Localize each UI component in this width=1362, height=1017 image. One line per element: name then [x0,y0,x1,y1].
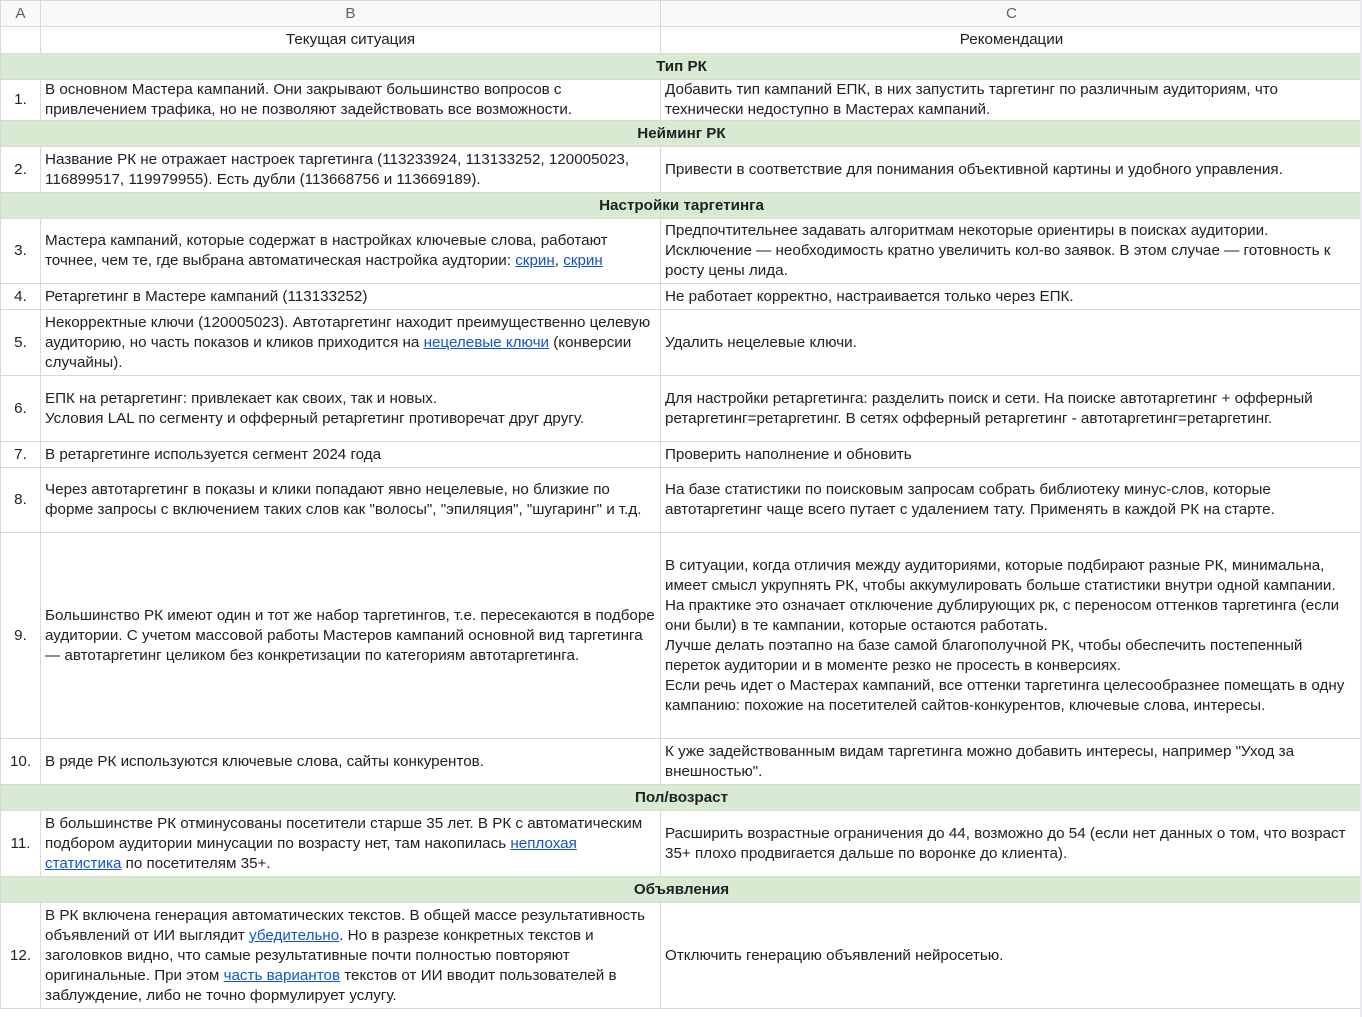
row-number[interactable]: 2. [1,147,41,193]
section-row-ads [1,877,1362,903]
section-title-naming[interactable]: Нейминг РК [1,121,1362,147]
good-stats-link[interactable]: неплохая статистика [45,834,577,872]
situation-cell[interactable]: Ретаргетинг в Мастере кампаний (113133252) [41,284,661,310]
table-row [1,80,1362,121]
table-row [1,376,1362,442]
situation-text-after: по посетителям 35+. [121,854,271,872]
row-number[interactable]: 4. [1,284,41,310]
situation-cell[interactable] [41,310,661,376]
situation-cell[interactable]: Через автотаргетинг в показы и клики попадают явно нецелевые, но близкие по форме запросы с включением таких слов как "волосы", "эпиляция", "шугаринг" и т.д. [41,468,661,533]
situation-cell[interactable]: Название РК не отражает настроек таргетинга (113233924, 113133252, 120005023, 116899517, 119979955). Есть дубли (113668756 и 113669189). [41,147,661,193]
column-header-row [1,1,1362,27]
recommendation-cell[interactable]: В ситуации, когда отличия между аудиториями, которые подбирают разные РК, минимальна, имеет смысл укрупнять РК, чтобы аккумулировать больше статистики внутри одной кампании. На практике это означает отключение дублирующих рк, с переносом оттенков таргетинга (если они были) в те кампании, которые остаются работать. Лучше делать поэтапно на базе самой благополучной РК, чтобы обеспечить постепенный переток аудитории и в моменте резко не просесть в конверсиях. Если речь идет о Мастерах кампаний, все оттенки таргетинга целесообразнее помещать в одну кампанию: похожие на посетителей сайтов-конкурентов, ключевые слова, интересы. [661,533,1362,739]
row-number[interactable]: 10. [1,739,41,785]
table-row [1,310,1362,376]
column-header-b[interactable]: B [41,1,661,27]
section-row-type [1,54,1362,80]
column-header-c[interactable]: C [661,1,1362,27]
header-num-cell[interactable] [1,27,41,54]
situation-cell[interactable] [41,219,661,284]
screenshot-link-1[interactable]: скрин [515,252,555,269]
section-title-type[interactable]: Тип РК [1,54,1362,80]
table-row [1,739,1362,785]
table-row [1,811,1362,877]
row-number[interactable]: 1. [1,80,41,121]
recommendation-cell[interactable]: Не работает корректно, настраивается только через ЕПК. [661,284,1362,310]
table-row [1,533,1362,739]
recommendation-cell[interactable]: Удалить нецелевые ключи. [661,310,1362,376]
recommendation-cell[interactable]: Расширить возрастные ограничения до 44, возможно до 54 (если нет данных о том, что возраст 35+ плохо продвигается дальше по воронке до клиента). [661,811,1362,877]
table-row [1,903,1362,1009]
recommendation-cell[interactable]: Добавить тип кампаний ЕПК, в них запустить таргетинг по различным аудиториям, что технически недоступно в Мастерах кампаний. [661,80,1362,121]
section-row-naming [1,121,1362,147]
recommendation-cell[interactable]: На базе статистики по поисковым запросам собрать библиотеку минус-слов, которые автотаргетинг чаще всего путает с удалением тату. Применять в каждой РК на старте. [661,468,1362,533]
column-header-a[interactable]: A [1,1,41,27]
section-title-targeting[interactable]: Настройки таргетинга [1,193,1362,219]
situation-text: Мастера кампаний, которые содержат в настройках ключевые слова, работают точнее, чем те, где выбрана автоматическая настройка аудтории: [45,232,608,269]
row-number[interactable]: 6. [1,376,41,442]
convincing-link[interactable]: убедительно [249,926,340,944]
row-number[interactable]: 11. [1,811,41,877]
situation-text: В РК включена генерация автоматических текстов. В общей массе результативность объявлений от ИИ выглядит [45,906,646,944]
situation-cell[interactable]: В ретаргетинге используется сегмент 2024 года [41,442,661,468]
section-row-gender-age [1,785,1362,811]
variants-link[interactable]: часть вариантов [223,966,341,984]
row-number[interactable]: 7. [1,442,41,468]
section-title-gender-age[interactable]: Пол/возраст [1,785,1362,811]
situation-cell[interactable] [41,903,661,1009]
row-number[interactable]: 5. [1,310,41,376]
situation-text-after: текстов от ИИ вводит пользователей в заблуждение, либо не точно формулирует услугу. [45,966,617,1004]
recommendation-cell[interactable]: Привести в соответствие для понимания объективной картины и удобного управления. [661,147,1362,193]
recommendation-cell[interactable]: Отключить генерацию объявлений нейросетью. [661,903,1362,1009]
section-row-targeting [1,193,1362,219]
situation-cell[interactable]: Большинство РК имеют один и тот же набор таргетингов, т.е. пересекаются в подборе аудитории. С учетом массовой работы Мастеров кампаний основной вид таргетинга — автотаргетинг целиком без конкретизации по категориям автотаргетинга. [41,533,661,739]
situation-cell[interactable]: ЕПК на ретаргетинг: привлекает как своих, так и новых. Условия LAL по сегменту и офферный ретаргетинг противоречат друг другу. [41,376,661,442]
recommendation-cell[interactable]: К уже задействованным видам таргетинга можно добавить интересы, например "Уход за внешностью". [661,739,1362,785]
situation-text: В большинстве РК отминусованы посетители старше 35 лет. В РК с автоматическим подбором аудитории минусации по возрасту нет, там накопилась [45,814,643,852]
situation-cell[interactable]: В ряде РК используются ключевые слова, сайты конкурентов. [41,739,661,785]
situation-text: Некорректные ключи (120005023). Автотаргетинг находит преимущественно целевую аудиторию, но часть показов и кликов приходится на [45,313,651,351]
row-number[interactable]: 3. [1,219,41,284]
situation-text-after: (конверсии случайны). [45,333,632,371]
row-number[interactable]: 9. [1,533,41,739]
table-row [1,284,1362,310]
recommendation-cell[interactable]: Для настройки ретаргетинга: разделить поиск и сети. На поиске автотаргетинг + офферный ретаргетинг=ретаргетинг. В сетях офферный ретаргетинг - автотаргетинг=ретаргетинг. [661,376,1362,442]
recommendation-cell[interactable]: Проверить наполнение и обновить [661,442,1362,468]
situation-cell[interactable] [41,811,661,877]
recommendation-cell[interactable]: Предпочтительнее задавать алгоритмам некоторые ориентиры в поисках аудитории. Исключение — необходимость кратно увеличить кол-во заявок. В этом случае — готовность к росту цены лида. [661,219,1362,284]
row-number[interactable]: 12. [1,903,41,1009]
header-row [1,27,1362,54]
table-row [1,442,1362,468]
row-number[interactable]: 8. [1,468,41,533]
untargeted-keys-link[interactable]: нецелевые ключи [423,333,549,351]
header-recommendations-cell[interactable]: Рекомендации [661,27,1362,54]
situation-cell[interactable]: В основном Мастера кампаний. Они закрывают большинство вопросов с привлечением трафика, но не позволяют задействовать все возможности. [41,80,661,121]
table-row [1,219,1362,284]
header-situation-cell[interactable]: Текущая ситуация [41,27,661,54]
situation-text-middle: . Но в разрезе конкретных текстов и заголовков видно, что самые результативные почти полностью повторяют оригинальные. При этом [45,926,594,984]
table-row [1,468,1362,533]
screenshot-link-2[interactable]: скрин [563,252,603,269]
section-title-ads[interactable]: Объявления [1,877,1362,903]
link-separator: , [554,252,564,269]
table-row [1,147,1362,193]
